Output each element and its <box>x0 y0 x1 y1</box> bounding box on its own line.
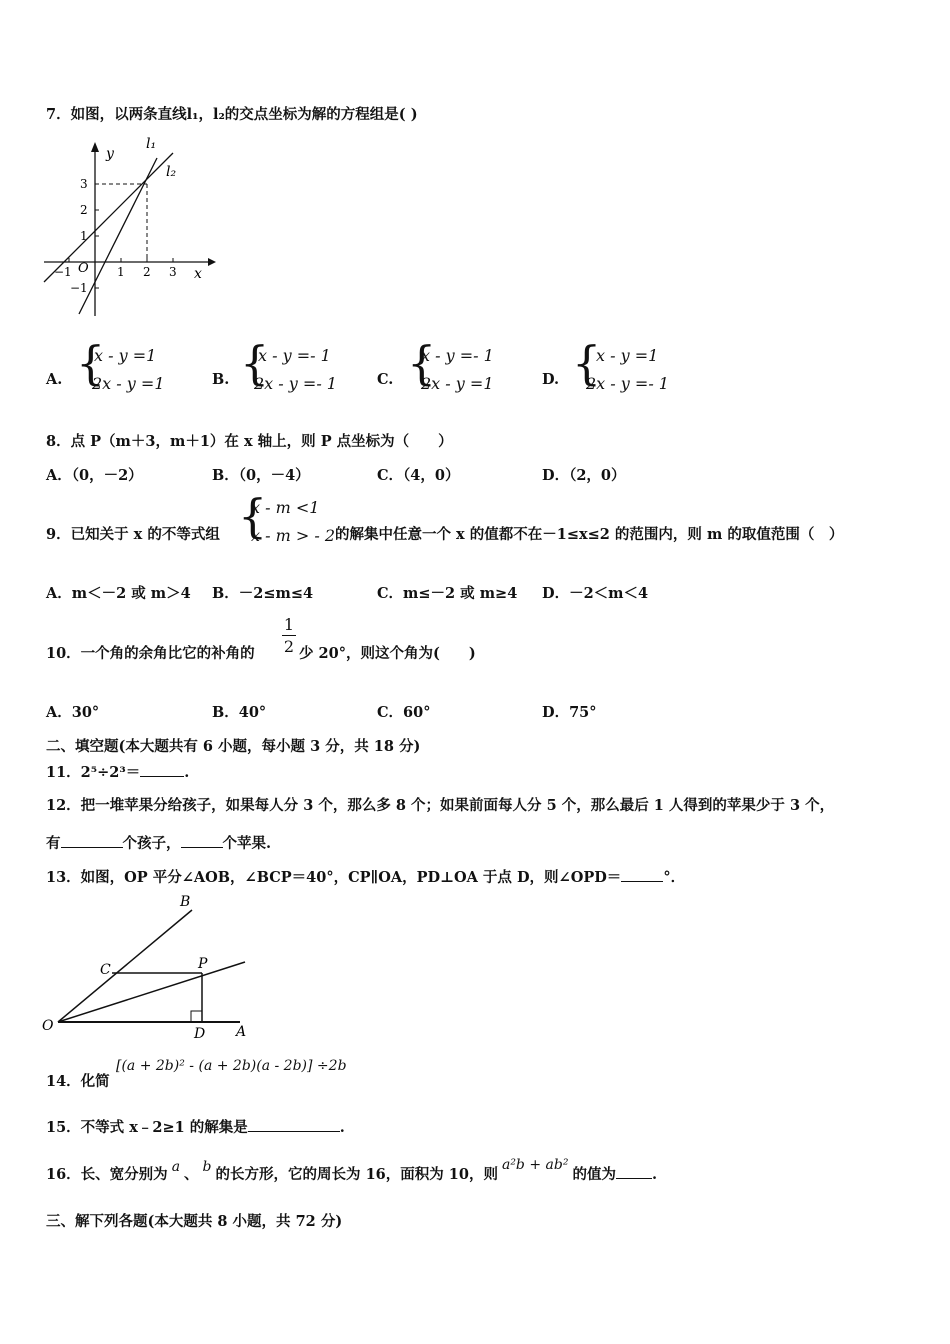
q7-option-b-brace: { <box>240 336 270 390</box>
q8-option-c: C．（4，0） <box>377 467 460 484</box>
x-tick-3: 3 <box>169 265 177 279</box>
q8-option-b: B．（0，－4） <box>212 467 310 484</box>
q7-option-c-label: C. <box>377 371 394 388</box>
q15-blank[interactable] <box>248 1119 340 1132</box>
y-tick-3: 3 <box>80 177 88 191</box>
q10-fraction: 1 2 <box>283 615 295 656</box>
q15: 15．不等式 x﹣2≥1 的解集是 . <box>46 1119 345 1136</box>
q10-option-b: B．40° <box>212 704 267 721</box>
q7-option-d-system: x - y =1 2x - y =- 1 <box>586 346 669 393</box>
q16: 16．长、宽分别为 a 、 b 的长方形，它的周长为 16，面积为 10，则a²b + ab²的值为 . <box>46 1157 658 1183</box>
q9-option-a: A．m＜－2 或 m＞4 <box>46 585 191 602</box>
label-P: P <box>198 956 208 972</box>
q16-blank[interactable] <box>616 1166 652 1179</box>
q9-stem-after: 的解集中任意一个 x 的值都不在－1≤x≤2 的范围内，则 m 的取值范围（ ） <box>335 526 844 543</box>
q14-expression: [(a + 2b)² - (a + 2b)(a - 2b)] ÷2b <box>116 1058 347 1074</box>
section-3-heading: 三、解下列各题(本大题共 8 小题，共 72 分) <box>46 1213 343 1230</box>
label-A: A <box>236 1024 247 1040</box>
q8-option-d: D．（2，0） <box>542 467 626 484</box>
label-C: C <box>100 962 111 978</box>
q9-system: x - m <1 x - m > - 2 <box>251 498 336 545</box>
q10-stem-before: 10．一个角的余角比它的补角的 <box>46 645 255 662</box>
ray-OP <box>58 962 245 1022</box>
label-O: O <box>42 1018 54 1034</box>
q12-line2: 有 个孩子， 个苹果. <box>46 835 272 852</box>
q9-option-b: B．－2≤m≤4 <box>212 585 314 602</box>
x-tick-neg1: −1 <box>54 265 72 279</box>
section-2-heading: 二、填空题(本大题共有 6 小题，每小题 3 分，共 18 分) <box>46 738 421 755</box>
label-B: B <box>180 894 191 910</box>
x-axis-label: x <box>194 266 202 282</box>
q9-option-d: D．－2＜m＜4 <box>542 585 649 602</box>
l2-label: l₂ <box>166 164 177 180</box>
label-D: D <box>194 1026 206 1042</box>
q8-option-a: A．（0，－2） <box>46 467 143 484</box>
q10-stem-after: 少 20°，则这个角为( ) <box>299 645 476 662</box>
q7-option-d-brace: { <box>572 336 602 390</box>
right-angle-mark <box>191 1011 202 1022</box>
y-tick-1: 1 <box>80 229 88 243</box>
q9-stem-before: 9．已知关于 x 的不等式组 <box>46 526 220 543</box>
q10-option-d: D．75° <box>542 704 597 721</box>
x-tick-1: 1 <box>117 265 125 279</box>
q7-option-a-label: A. <box>46 371 63 388</box>
q13: 13．如图，OP 平分∠AOB，∠BCP＝40°，CP∥OA，PD⊥OA 于点 D，则∠OPD＝ °． <box>46 869 686 886</box>
y-axis-label: y <box>106 146 114 162</box>
q9-option-c: C．m≤－2 或 m≥4 <box>377 585 518 602</box>
q7-option-a-system: x - y =1 2x - y =1 <box>92 346 165 393</box>
q7-option-a-brace: { <box>76 336 106 390</box>
q12-line1: 12．把一堆苹果分给孩子，如果每人分 3 个，那么多 8 个；如果前面每人分 5 个，那么最后 1 人得到的苹果少于 3 个， <box>46 797 835 814</box>
q10-option-c: C．60° <box>377 704 431 721</box>
q7-stem: 7．如图，以两条直线l₁，l₂的交点坐标为解的方程组是( ) <box>46 106 418 123</box>
origin-label: O <box>78 261 89 276</box>
q7-option-d-label: D. <box>542 371 560 388</box>
q7-figure <box>40 130 220 320</box>
q14-text: 14．化简 <box>46 1073 110 1090</box>
q7-option-c-system: x - y =- 1 2x - y =1 <box>421 346 494 393</box>
q13-figure <box>40 890 270 1050</box>
q7-option-b-system: x - y =- 1 2x - y =- 1 <box>254 346 337 393</box>
x-tick-2: 2 <box>143 265 151 279</box>
q9-brace: { <box>238 489 268 543</box>
q13-blank[interactable] <box>621 869 663 882</box>
q12-blank-apples[interactable] <box>181 835 223 848</box>
q12-blank-children[interactable] <box>61 835 123 848</box>
ray-OB <box>58 910 192 1022</box>
y-tick-2: 2 <box>80 203 88 217</box>
y-axis-arrow <box>91 142 99 152</box>
q10-option-a: A．30° <box>46 704 100 721</box>
y-tick-neg1: −1 <box>70 281 88 295</box>
q8-stem: 8．点 P（m＋3，m＋1）在 x 轴上，则 P 点坐标为（ ） <box>46 433 453 450</box>
x-axis-arrow <box>208 258 216 266</box>
q11-blank[interactable] <box>140 764 184 777</box>
l1-label: l₁ <box>146 136 157 152</box>
q7-option-c-brace: { <box>407 336 437 390</box>
q11: 11．2⁵÷2³＝ . <box>46 764 190 781</box>
q7-option-b-label: B. <box>212 371 230 388</box>
